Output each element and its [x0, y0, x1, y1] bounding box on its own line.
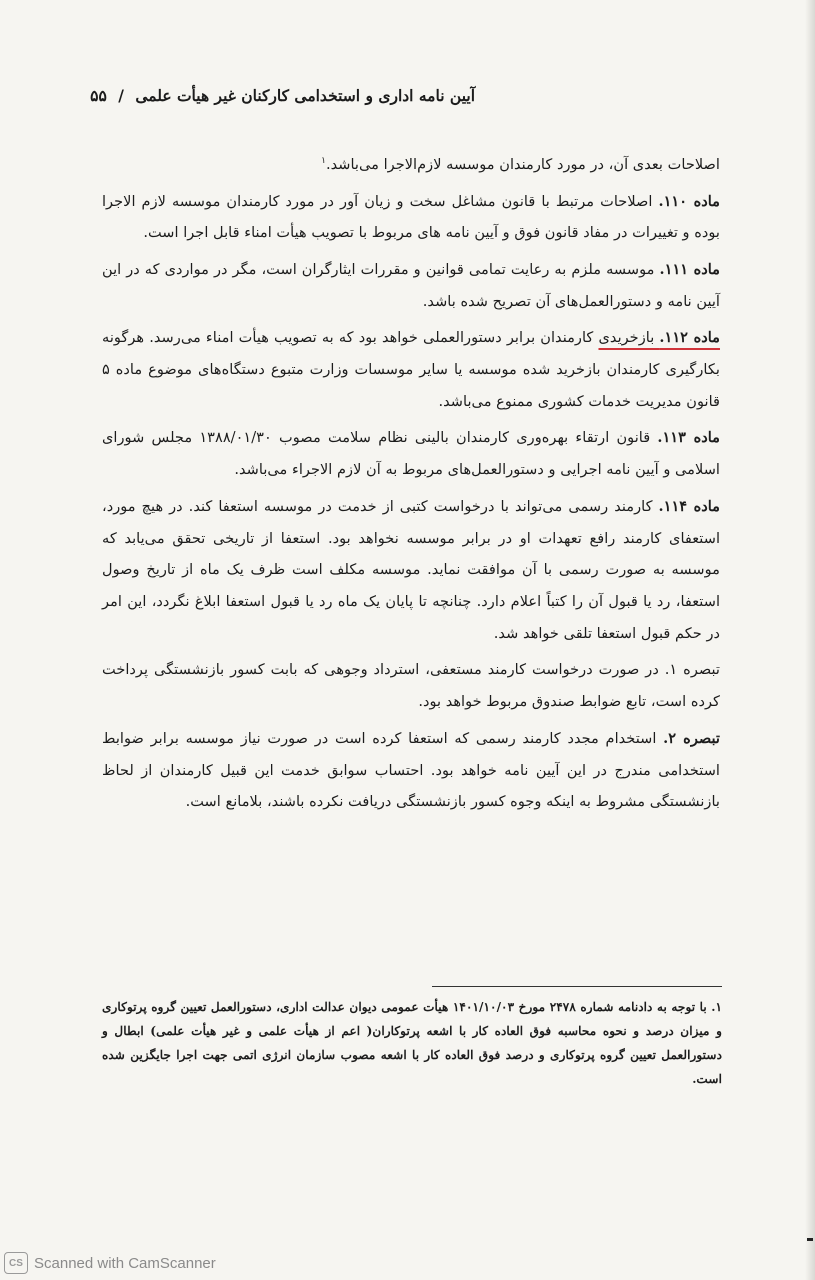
article-112: [102, 322, 720, 417]
article-114-text: کارمند رسمی می‌تواند با درخواست کتبی از خدمت در موسسه استعفا کند. در هیچ مورد، استعفای کارمند رافع تعهدات او در برابر موسسه نخواهد بود. استعفا از تاریخی تحقق می‌یابد که موسسه به صورت رسمی با آن موافقت نماید. موسسه مکلف است ظرف یک ماه از تاریخ وصول استعفا، رد یا قبول آن را کتباً اعلام دارد. چنانچه تا پایان یک ماه رد یا قبول استعفا ابلاغ نگردد، این امر در حکم قبول استعفا تلقی خواهد شد.: [102, 497, 720, 642]
note-1-text: تبصره ۱. در صورت درخواست کارمند مستعفی، استرداد وجوهی که بابت کسور بازنشستگی پرداخت کرده است، تابع ضوابط صندوق مربوط خواهد بود.: [102, 661, 720, 711]
article-112-underlined: ماده ۱۱۲. بازخریدی: [598, 329, 720, 347]
article-110-text: اصلاحات مرتبط با قانون مشاغل سخت و زیان آور در مورد کارمندان موسسه لازم الاجرا بوده و تغییرات در مفاد قانون فوق و آیین نامه های مربوط با تصویب هیأت امناء قابل اجرا است.: [102, 192, 720, 242]
article-110: [102, 186, 720, 249]
article-110-label: ماده ۱۱۰.: [658, 192, 720, 210]
article-113-text: قانون ارتقاء بهره‌وری کارمندان بالینی نظام سلامت مصوب ۱۳۸۸/۰۱/۳۰ مجلس شورای اسلامی و آیین نامه اجرایی و دستورالعمل‌های مربوط به آن لازم الاجراء می‌باشد.: [102, 429, 720, 479]
page-edge-shadow: [805, 0, 815, 1280]
article-112-text: کارمندان برابر دستورالعملی خواهد بود که به تصویب هیأت امناء می‌رسد. هرگونه بکارگیری کارمندان بازخرید شده موسسه یا سایر موسسات وزارت متبوع دستگاه‌های موضوع ماده ۵ قانون مدیریت خدمات کشوری ممنوع می‌باشد.: [102, 329, 720, 410]
article-113: [102, 422, 720, 485]
article-111-text: موسسه ملزم به رعایت تمامی قوانین و مقررات ایثارگران است، مگر در مواردی که در این آیین نامه و دستورالعمل‌های آن تصریح شده باشد.: [102, 260, 720, 310]
page-number: ۵۵: [90, 86, 107, 105]
article-114-label: ماده ۱۱۴.: [658, 497, 720, 515]
camscanner-logo-icon: CS: [4, 1252, 28, 1274]
note-2-label: تبصره ۲.: [663, 729, 720, 747]
article-111-label: ماده ۱۱۱.: [659, 260, 720, 278]
article-113-label: ماده ۱۱۳.: [657, 429, 720, 447]
note-1: [102, 654, 720, 717]
body-text: [102, 146, 720, 823]
footnote: [102, 995, 722, 1091]
page-edge-mark: [807, 1238, 813, 1241]
watermark-text: Scanned with CamScanner: [34, 1254, 216, 1272]
camscanner-watermark: [4, 1251, 216, 1275]
article-111: [102, 254, 720, 317]
running-header: [90, 86, 475, 105]
footnote-text: ۱. با توجه به دادنامه شماره ۲۴۷۸ مورخ ۱۴۰۱/۱۰/۰۳ هیأت عمومی دیوان عدالت اداری، دستورالعمل تعیین گروه پرتوکاری و میزان درصد و نحوه محاسبه فوق العاده کار با اشعه پرتوکاران( اعم از هیأت علمی و غیر هیأت علمی) ابطال و دستورالعمل تعیین گروه پرتوکاری و درصد فوق العاده کار با اشعه مصوب سازمان انرژی اتمی جهت اجرا جایگزین شده است.: [102, 1000, 722, 1086]
paragraph-intro: اصلاحات بعدی آن، در مورد کارمندان موسسه لازم‌الاجرا می‌باشد.$^۱$: [321, 155, 720, 173]
header-title: آیین نامه اداری و استخدامی کارکنان غیر هیأت علمی: [135, 86, 475, 105]
footnote-ref: ۱: [321, 156, 326, 166]
note-2-text: استخدام مجدد کارمند رسمی که استعفا کرده است در صورت نیاز موسسه برابر ضوابط استخدامی مندرج در این آیین نامه خواهد بود. احتساب سوابق خدمت این قبیل کارمندان از لحاظ بازنشستگی مشروط به اینکه وجوه کسور بازنشستگی دریافت نکرده باشند، بلامانع است.: [102, 729, 720, 811]
header-separator: /: [118, 86, 124, 105]
article-112-label: ماده ۱۱۲.: [659, 329, 720, 347]
footnote-divider: [432, 986, 722, 987]
note-2: [102, 723, 720, 818]
article-114: [102, 491, 720, 650]
